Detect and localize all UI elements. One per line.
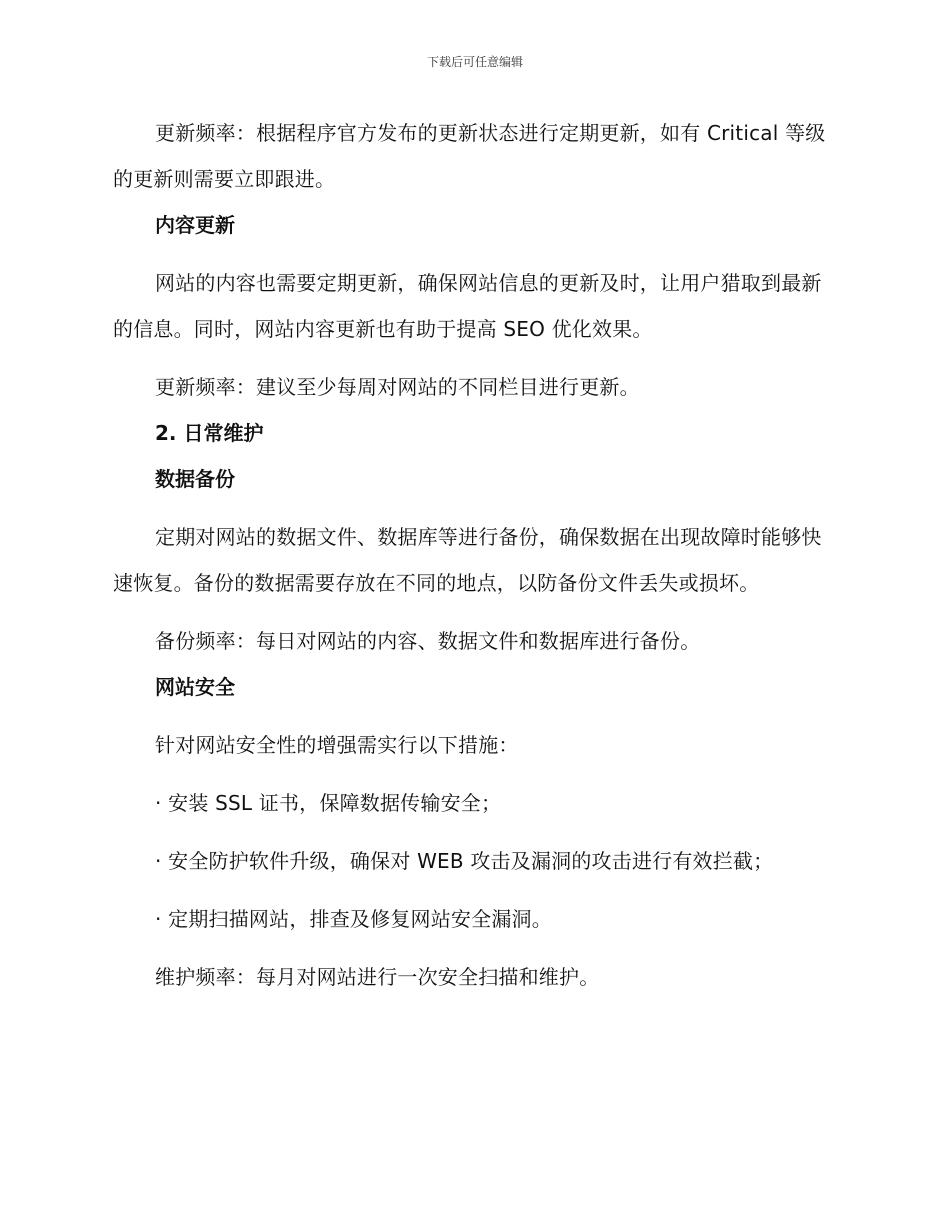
paragraph-content-frequency: 更新频率：建议至少每周对网站的不同栏目进行更新。 xyxy=(155,375,640,399)
paragraph-backup-frequency: 备份频率：每日对网站的内容、数据文件和数据库进行备份。 xyxy=(155,629,701,653)
heading-daily-maintenance: 2. 日常维护 xyxy=(155,421,264,445)
paragraph-data-backup: 定期对网站的数据文件、数据库等进行备份，确保数据在出现故障时能够快速恢复。备份的数据需要存放在不同的地点，以防备份文件丢失或损坏。 xyxy=(113,525,822,595)
heading-data-backup: 数据备份 xyxy=(155,467,235,491)
page-header: 下载后可任意编辑 xyxy=(426,55,523,69)
paragraph-security-measures: 针对网站安全性的增强需实行以下措施： xyxy=(155,733,519,757)
paragraph-content-update: 网站的内容也需要定期更新，确保网站信息的更新及时，让用户猎取到最新的信息。同时，网站内容更新也有助于提高 SEO 优化效果。 xyxy=(113,271,822,341)
list-item-scan: · 定期扫描网站，排查及修复网站安全漏洞。 xyxy=(155,907,552,931)
heading-website-security: 网站安全 xyxy=(155,675,235,699)
paragraph-update-frequency: 更新频率：根据程序官方发布的更新状态进行定期更新，如有 Critical 等级的更新则需要立即跟进。 xyxy=(113,121,826,191)
list-item-firewall: · 安全防护软件升级，确保对 WEB 攻击及漏洞的攻击进行有效拦截； xyxy=(155,849,774,873)
list-item-ssl: · 安装 SSL 证书，保障数据传输安全； xyxy=(155,791,502,815)
document-body xyxy=(113,110,835,1000)
paragraph-maintenance-frequency: 维护频率：每月对网站进行一次安全扫描和维护。 xyxy=(155,965,600,989)
heading-content-update: 内容更新 xyxy=(155,213,235,237)
